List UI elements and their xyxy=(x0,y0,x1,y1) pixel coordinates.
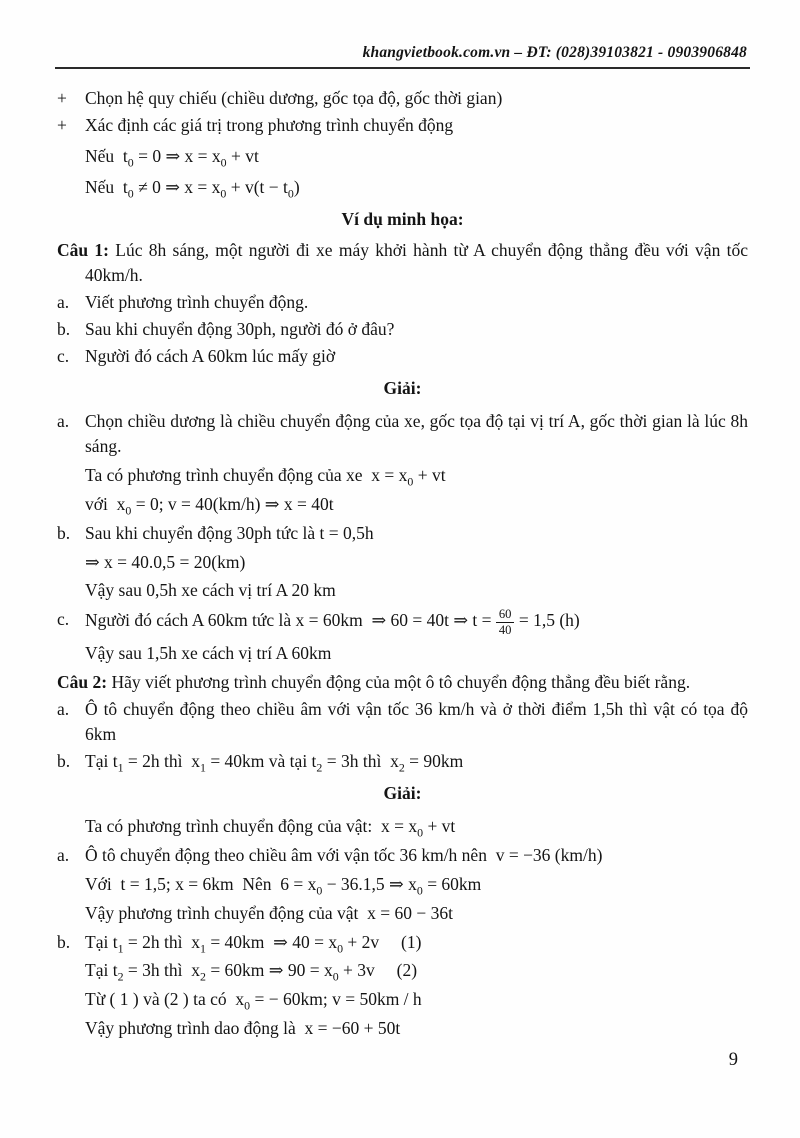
problem-2-part-a xyxy=(57,697,748,747)
formula-line: Từ ( 1 ) và (2 ) ta có $x_0$ = − 60km; v = 50km / h xyxy=(85,989,422,1013)
solution-1-step-a xyxy=(57,409,748,459)
formula-line: Với t = 1,5; x = 6km Nên $6 = x_0 - 36.1,5$ ⇒ $x_0 = 60km$ xyxy=(85,873,482,898)
bullet-text: Xác định các giá trị trong phương trình chuyển động xyxy=(85,114,454,135)
solution-line: Vậy phương trình chuyển động của vật x = 60 − 36t xyxy=(85,902,453,923)
problem-2-text: Hãy viết phương trình chuyển động của một ô tô chuyển động thẳng đều biết rằng. xyxy=(107,671,691,692)
item-text: Tại $t_1 = 2h$ thì $x_1 = 40km$ và tại $t_2 = 3h$ thì $x_2 = 90km$ xyxy=(85,750,464,774)
item-marker: b. xyxy=(57,750,71,771)
examples-heading: Ví dụ minh họa: xyxy=(341,209,464,230)
page-number: 9 xyxy=(728,1050,738,1070)
item-text: Tại $t_1 = 2h$ thì $x_1 = 40km$ ⇒ $40 = x_0 + 2v$ (1) xyxy=(85,931,422,956)
item-marker: a. xyxy=(57,291,70,312)
problem-1-part-a xyxy=(57,290,748,315)
item-text: Người đó cách A 60km tức là x = 60km ⇒ 60 = 40t ⇒ t = $\frac{60}{40}$ = 1,5 (h) xyxy=(85,607,580,637)
problem-1-part-b xyxy=(57,317,748,342)
item-marker: c. xyxy=(57,609,70,630)
solution-line: Ta có phương trình chuyển động của vật: $x = x_0$ + vt xyxy=(85,816,456,840)
solution-2-heading: Giải: xyxy=(383,783,422,804)
item-marker: a. xyxy=(57,411,70,432)
item-marker: b. xyxy=(57,318,71,339)
solution-line: Vậy phương trình dao động là x = −60 + 50t xyxy=(85,1018,401,1039)
method-step-item xyxy=(57,113,748,138)
formula-line: ⇒ x = 40.0,5 = 20(km) xyxy=(85,551,246,572)
item-text: Ô tô chuyển động theo chiều âm với vận tốc 36 km/h và ở thời điểm 1,5h thì vật có tọa độ 6km xyxy=(85,698,748,744)
formula-line: với $x_0 = 0$; v = 40(km/h) ⇒ x = 40t xyxy=(85,493,334,518)
problem-2-label: Câu 2: xyxy=(57,671,108,692)
solution-line: Vậy sau 1,5h xe cách vị trí A 60km xyxy=(85,643,332,664)
formula-line: Nếu $t_0 \ne 0$ ⇒ $x = x_0 + v(t - t_0)$ xyxy=(85,176,300,201)
solution-line: Vậy sau 0,5h xe cách vị trí A 20 km xyxy=(85,580,336,601)
item-marker: a. xyxy=(57,845,70,866)
item-text: Chọn chiều dương là chiều chuyển động của xe, gốc tọa độ tại vị trí A, gốc thời gian là lúc 8h sáng. xyxy=(85,411,748,457)
problem-1-label: Câu 1: xyxy=(57,240,109,261)
solution-line: Ta có phương trình chuyển động của xe $x = x_0$ + vt xyxy=(85,464,446,489)
item-marker: b. xyxy=(57,931,71,952)
item-marker: c. xyxy=(57,345,70,366)
item-text: Viết phương trình chuyển động. xyxy=(85,291,309,312)
item-text: Người đó cách A 60km lúc mấy giờ xyxy=(85,345,336,366)
problem-1-statement xyxy=(57,238,748,288)
problem-2-part-b xyxy=(57,749,748,774)
formula-line: Tại $t_2 = 3h$ thì $x_2 = 60km$ ⇒ $90 = x_0 + 3v$ (2) xyxy=(85,960,418,984)
method-step-item xyxy=(57,86,748,111)
problem-1-text: Lúc 8h sáng, một người đi xe máy khởi hành từ A chuyển động thẳng đều với vận tốc 40km/h. xyxy=(85,240,748,286)
header-contact: khangvietbook.com.vn – ĐT: (028)39103821 - 0903906848 xyxy=(362,44,747,61)
bullet-marker: + xyxy=(57,114,67,135)
solution-1-step-c xyxy=(57,607,748,637)
item-marker: b. xyxy=(57,522,71,543)
document-content xyxy=(57,84,748,1045)
bullet-marker: + xyxy=(57,88,67,108)
header-divider xyxy=(55,67,750,69)
problem-2-statement xyxy=(57,670,748,695)
solution-2-step-a xyxy=(57,843,748,868)
solution-1-heading: Giải: xyxy=(383,378,422,399)
item-text: Sau khi chuyển động 30ph, người đó ở đâu? xyxy=(85,318,395,339)
item-text: Sau khi chuyển động 30ph tức là t = 0,5h xyxy=(85,522,374,543)
solution-2-step-b xyxy=(57,930,748,955)
bullet-text: Chọn hệ quy chiếu (chiều dương, gốc tọa độ, gốc thời gian) xyxy=(85,88,503,108)
solution-1-step-b xyxy=(57,521,748,546)
problem-1-part-c xyxy=(57,344,748,369)
item-text: Ô tô chuyển động theo chiều âm với vận tốc 36 km/h nên v = −36 (km/h) xyxy=(85,845,603,866)
formula-line: Nếu $t_0 = 0$ ⇒ $x = x_0$ + vt xyxy=(85,145,259,170)
item-marker: a. xyxy=(57,698,70,719)
